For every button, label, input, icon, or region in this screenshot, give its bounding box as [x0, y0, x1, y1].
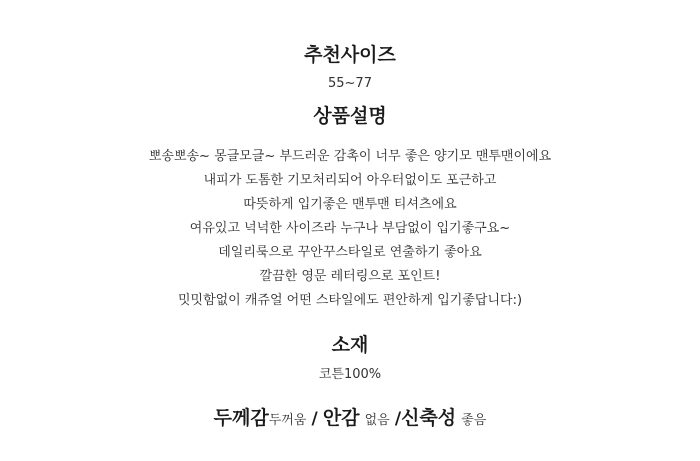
description-line: 깔끔한 영문 레터링으로 포인트! [259, 269, 441, 284]
fabric-spec-line [0, 403, 700, 430]
lining-label: 안감 [322, 407, 360, 429]
material-value: 코튼100% [318, 367, 382, 382]
description-line: 따뜻하게 입기좋은 맨투맨 티셔츠에요 [243, 197, 457, 212]
thickness-label: 두께감 [213, 407, 269, 429]
description-line: 내피가 도톰한 기모처리되어 아우터없이도 포근하고 [203, 173, 497, 188]
description-line: 데일리룩으로 꾸안꾸스타일로 연출하기 좋아요 [218, 245, 482, 260]
product-description [0, 145, 700, 313]
description-line: 뽀송뽀송~ 몽글모글~ 부드러운 감촉이 너무 좋은 양기모 맨투맨이에요 [148, 149, 552, 164]
stretch-value: 좋음 [461, 413, 487, 428]
thickness-value: 두꺼움 [268, 413, 307, 428]
spec-separator: / [394, 409, 402, 429]
material-title: 소재 [331, 334, 369, 356]
description-line: 밋밋함없이 캐쥬얼 어떤 스타일에도 편안하게 입기좋답니다:) [177, 293, 523, 308]
description-line: 여유있고 넉넉한 사이즈라 누구나 부담없이 입기좋구요~ [189, 221, 511, 236]
product-description-title: 상품설명 [313, 105, 387, 127]
recommended-size-title: 추천사이즈 [304, 44, 396, 66]
lining-value: 없음 [364, 413, 390, 428]
recommended-size-value: 55~77 [328, 76, 372, 91]
spec-separator: / [311, 409, 318, 429]
stretch-label: 신축성 [401, 407, 457, 429]
